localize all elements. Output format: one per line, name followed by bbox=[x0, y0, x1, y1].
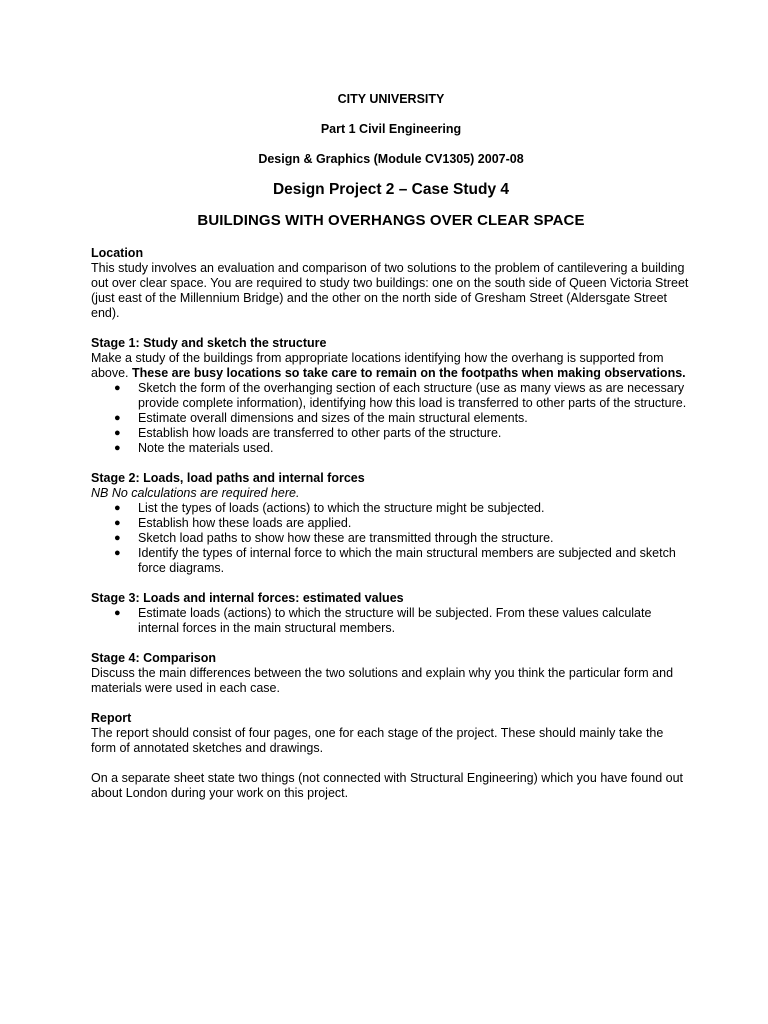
list-item bbox=[91, 441, 691, 456]
location-heading: Location bbox=[91, 246, 144, 260]
list-item bbox=[91, 546, 691, 576]
university-name: CITY UNIVERSITY bbox=[337, 92, 445, 106]
module-name: Design & Graphics (Module CV1305) 2007-08 bbox=[258, 152, 524, 166]
location-body: This study involves an evaluation and comparison of two solutions to the problem of cantilevering a building out over clear space. You are required to study two buildings: one on the south side of Queen Victoria Street (just east of the Millennium Bridge) and the other on the north side of Gresham Street (Aldersgate Street end). bbox=[91, 261, 689, 320]
stage3-bullet-list bbox=[91, 606, 691, 636]
stage1-bullet-list bbox=[91, 381, 691, 456]
location-section bbox=[91, 246, 691, 321]
stage2-note: NB No calculations are required here. bbox=[91, 486, 300, 500]
list-item-text: Estimate overall dimensions and sizes of the main structural elements. bbox=[138, 411, 528, 425]
document-page bbox=[91, 92, 691, 801]
document-title: BUILDINGS WITH OVERHANGS OVER CLEAR SPACE bbox=[197, 212, 585, 229]
bullet-icon: ● bbox=[114, 607, 121, 619]
report-section bbox=[91, 711, 691, 756]
stage1-section bbox=[91, 336, 691, 456]
stage3-section bbox=[91, 591, 691, 636]
stage4-heading: Stage 4: Comparison bbox=[91, 651, 217, 665]
list-item bbox=[91, 531, 691, 546]
list-item bbox=[91, 606, 691, 636]
list-item bbox=[91, 501, 691, 516]
list-item-text: Establish how loads are transferred to other parts of the structure. bbox=[138, 426, 502, 440]
list-item-text: Estimate loads (actions) to which the structure will be subjected. From these values calculate internal forces in the main structural members. bbox=[138, 606, 652, 635]
stage1-body-warning: These are busy locations so take care to remain on the footpaths when making observations. bbox=[132, 366, 686, 380]
project-title: Design Project 2 – Case Study 4 bbox=[272, 181, 510, 198]
bullet-icon: ● bbox=[114, 532, 121, 544]
bullet-icon: ● bbox=[114, 502, 121, 514]
list-item bbox=[91, 426, 691, 441]
bullet-icon: ● bbox=[114, 547, 121, 559]
list-item bbox=[91, 411, 691, 426]
list-item bbox=[91, 381, 691, 411]
bullet-icon: ● bbox=[114, 442, 121, 454]
stage1-heading: Stage 1: Study and sketch the structure bbox=[91, 336, 327, 350]
bullet-icon: ● bbox=[114, 517, 121, 529]
stage3-heading: Stage 3: Loads and internal forces: estimated values bbox=[91, 591, 404, 605]
stage2-section bbox=[91, 471, 691, 576]
course-name: Part 1 Civil Engineering bbox=[320, 122, 462, 136]
stage4-body: Discuss the main differences between the two solutions and explain why you think the particular form and materials were used in each case. bbox=[91, 666, 674, 695]
report-body: The report should consist of four pages, one for each stage of the project. These should mainly take the form of annotated sketches and drawings. bbox=[91, 726, 664, 755]
stage1-body bbox=[91, 351, 691, 381]
report-extra-section bbox=[91, 771, 691, 801]
stage2-heading: Stage 2: Loads, load paths and internal forces bbox=[91, 471, 365, 485]
report-extra: On a separate sheet state two things (not connected with Structural Engineering) which you have found out about London during your work on this project. bbox=[91, 771, 684, 800]
list-item-text: Sketch load paths to show how these are transmitted through the structure. bbox=[138, 531, 554, 545]
list-item-text: Establish how these loads are applied. bbox=[138, 516, 352, 530]
bullet-icon: ● bbox=[114, 412, 121, 424]
stage4-section bbox=[91, 651, 691, 696]
list-item-text: List the types of loads (actions) to which the structure might be subjected. bbox=[138, 501, 545, 515]
list-item-text: Note the materials used. bbox=[138, 441, 274, 455]
bullet-icon: ● bbox=[114, 382, 121, 394]
list-item bbox=[91, 516, 691, 531]
stage1-body-text: Make a study of the buildings from appropriate locations identifying how the overhang is supported from above. bbox=[91, 351, 664, 380]
list-item-text: Sketch the form of the overhanging section of each structure (use as many views as are necessary provide complete information), identifying how this load is transferred to other parts of the structure. bbox=[138, 381, 687, 410]
report-heading: Report bbox=[91, 711, 132, 725]
stage2-bullet-list bbox=[91, 501, 691, 576]
bullet-icon: ● bbox=[114, 427, 121, 439]
list-item-text: Identify the types of internal force to which the main structural members are subjected and sketch force diagrams. bbox=[138, 546, 676, 575]
